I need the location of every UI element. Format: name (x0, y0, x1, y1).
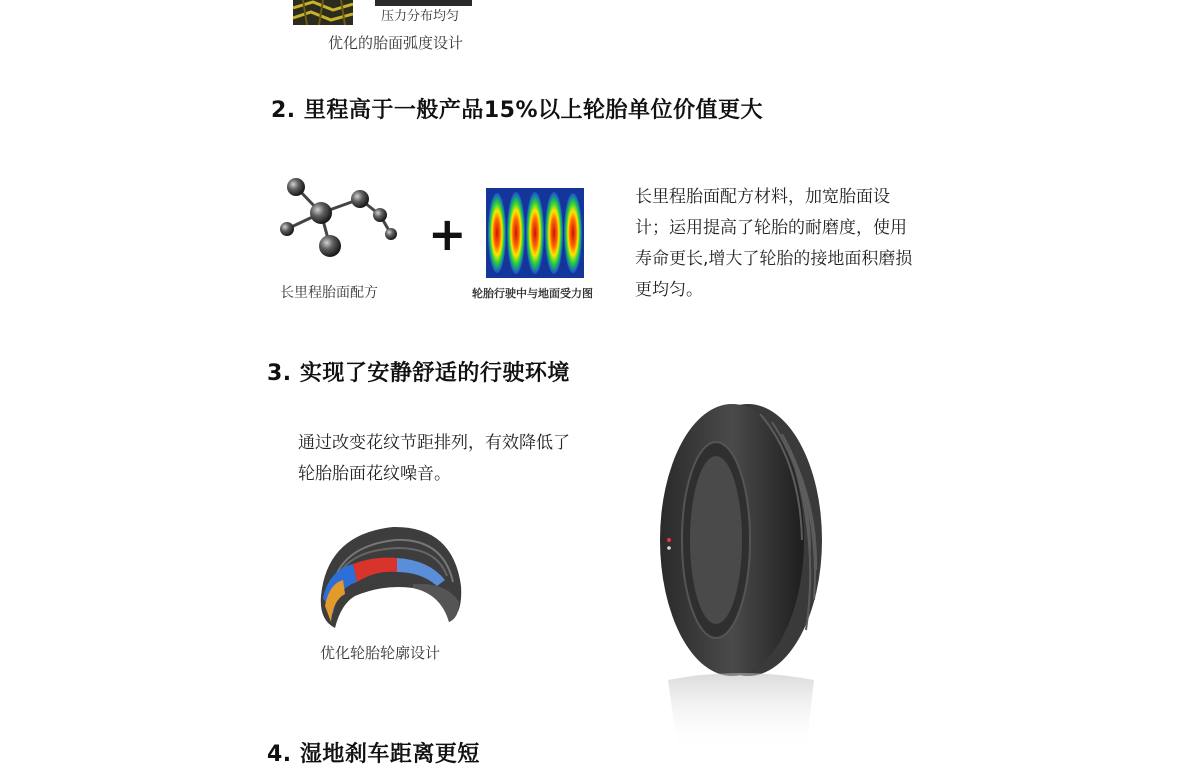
plus-symbol: + (428, 207, 467, 261)
section-3-heading: 3. 实现了安静舒适的行驶环境 (267, 361, 570, 386)
profile-caption: 优化轮胎轮廓设计 (320, 644, 441, 662)
section-2-heading: 2. 里程高于一般产品15%以上轮胎单位价值更大 (271, 98, 763, 123)
section-4-heading: 4. 湿地刹车距离更短 (267, 742, 480, 767)
section-3-description: 通过改变花纹节距排列，有效降低了轮胎胎面花纹噪音。 (298, 433, 570, 484)
section-2-description: 长里程胎面配方材料，加宽胎面设计；运用提高了轮胎的耐磨度，使用寿命更长,增大了轮胎的接地面积磨损更均匀。 (635, 187, 913, 300)
heatmap-caption: 轮胎行驶中与地面受力图 (472, 287, 593, 300)
tread-image-partial (293, 0, 353, 25)
formula-caption: 长里程胎面配方 (280, 285, 378, 301)
tire-cross-section-image (313, 524, 465, 638)
tread-caption: 优化的胎面弧度设计 (328, 34, 464, 52)
molecule-icon (275, 175, 405, 265)
pressure-heatmap (486, 188, 584, 278)
pressure-label: 压力分布均匀 (381, 9, 460, 24)
tire-product-image (650, 400, 830, 752)
